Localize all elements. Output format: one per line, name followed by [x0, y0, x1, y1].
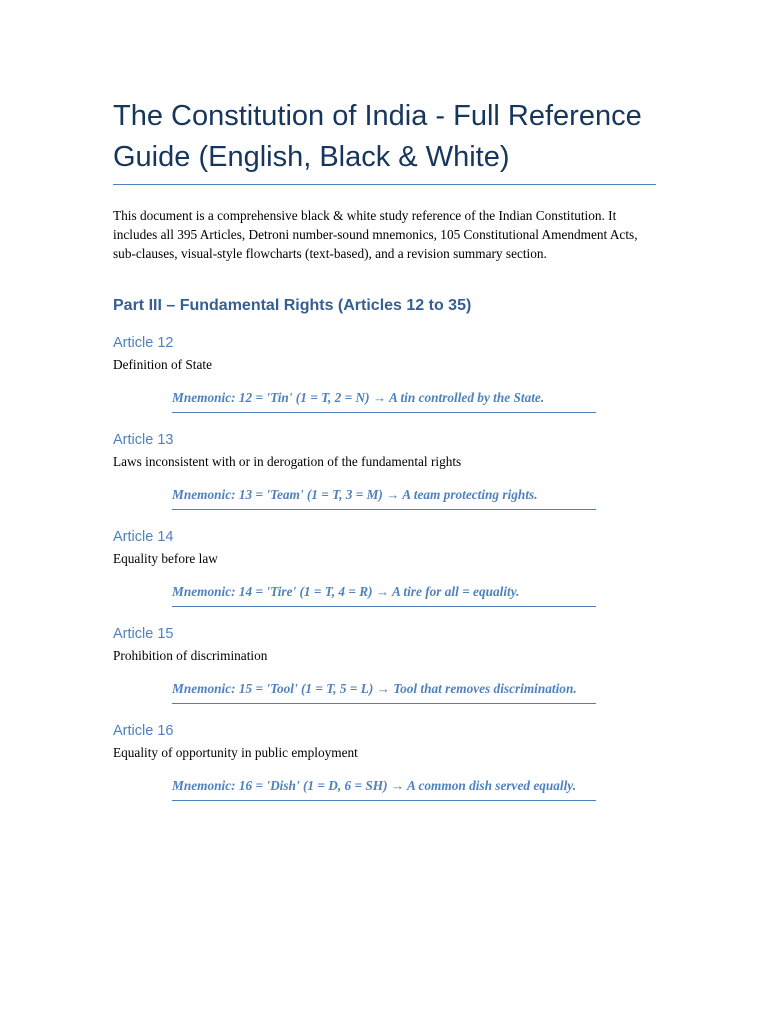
document-page: [113, 96, 656, 801]
mnemonic-quote: Mnemonic: 16 = 'Dish' (1 = D, 6 = SH) → A common dish served equally.: [172, 776, 596, 801]
article-description: Equality before law: [113, 551, 218, 566]
article-heading: Article 14: [113, 529, 174, 545]
article-section-14: [113, 528, 656, 607]
article-section-12: [113, 334, 656, 413]
article-section-16: [113, 722, 656, 801]
document-title: The Constitution of India - Full Reference Guide (English, Black & White): [113, 96, 656, 185]
article-heading: Article 13: [113, 432, 174, 448]
intro-paragraph: This document is a comprehensive black & white study reference of the Indian Constitution. It includes all 395 Articles, Detroni number-sound mnemonics, 105 Constitutional Amendment Acts, sub-clauses, visual-style flowcharts (text-based), and a revision summary section.: [113, 208, 638, 261]
part-heading: Part III – Fundamental Rights (Articles 12 to 35): [113, 297, 472, 314]
article-heading: Article 16: [113, 723, 174, 739]
article-heading: Article 15: [113, 626, 174, 642]
article-description: Laws inconsistent with or in derogation of the fundamental rights: [113, 454, 462, 469]
article-heading: Article 12: [113, 335, 174, 351]
mnemonic-quote: Mnemonic: 12 = 'Tin' (1 = T, 2 = N) → A tin controlled by the State.: [172, 388, 596, 413]
article-description: Prohibition of discrimination: [113, 648, 268, 663]
mnemonic-quote: Mnemonic: 14 = 'Tire' (1 = T, 4 = R) → A tire for all = equality.: [172, 582, 596, 607]
article-description: Equality of opportunity in public employment: [113, 745, 358, 760]
article-description: Definition of State: [113, 357, 212, 372]
mnemonic-quote: Mnemonic: 15 = 'Tool' (1 = T, 5 = L) → Tool that removes discrimination.: [172, 679, 596, 704]
mnemonic-quote: Mnemonic: 13 = 'Team' (1 = T, 3 = M) → A team protecting rights.: [172, 485, 596, 510]
article-section-13: [113, 431, 656, 510]
article-section-15: [113, 625, 656, 704]
